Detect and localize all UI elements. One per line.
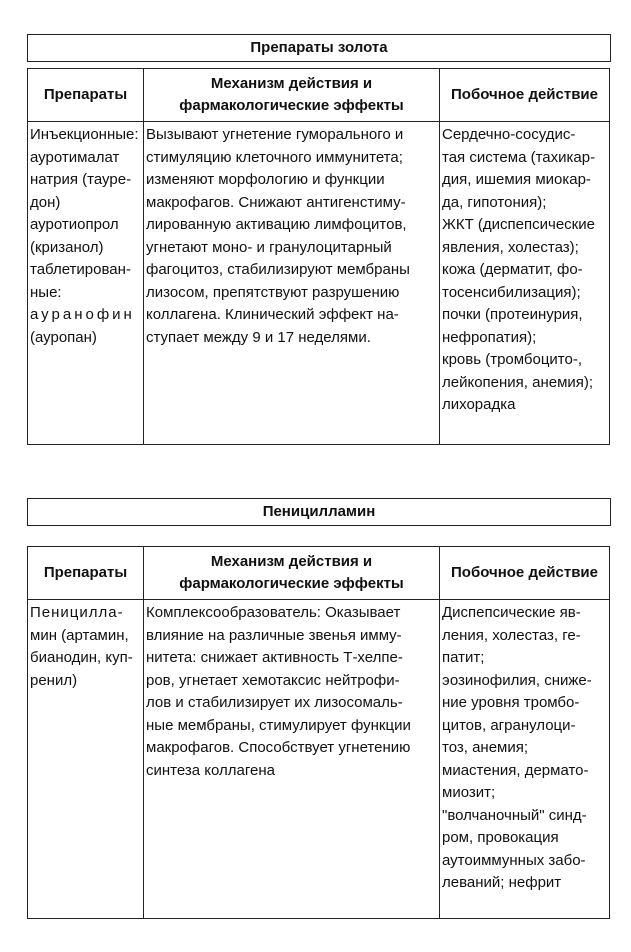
text-line: лизосом, препятствуют разрушению — [146, 283, 400, 301]
text-line: эозинофилия, сниже- — [442, 671, 592, 689]
gold-drugs-table — [27, 68, 610, 445]
text-line: ренил) — [30, 671, 78, 689]
text-line: изменяют морфологию и функции — [146, 171, 385, 188]
text-line: ауротималат — [30, 148, 120, 166]
text-line: ров, угнетает хемотаксис нейтрофи- — [146, 671, 400, 689]
text-line: мин (артамин, — [30, 626, 129, 644]
text-line: нефропатия); — [442, 328, 537, 346]
text-line: лихорадка — [442, 396, 516, 413]
text-line: явления, холестаз); — [442, 238, 579, 256]
text-line: натрия (тауре- — [30, 171, 132, 188]
header-drugs: Препараты — [28, 547, 144, 600]
penicillamine-table — [27, 546, 610, 919]
text-line: бианодин, куп- — [30, 649, 133, 666]
text-line: дон) — [30, 193, 61, 211]
text-line: Пеницилла- — [30, 604, 124, 621]
text-line: кровь (тромбоцито-, — [442, 351, 583, 368]
side-effects-cell — [440, 122, 610, 445]
text-line: коллагена. Клинический эффект на- — [146, 306, 399, 323]
text-line: тосенсибилизация); — [442, 283, 581, 301]
text-line: нитета: снижает активность Т-хелпе- — [146, 649, 403, 666]
text-line: дия, ишемия миокар- — [442, 171, 591, 188]
header-side-effects: Побочное действие — [440, 69, 610, 122]
text-line: макрофагов. Снижают антигенстиму- — [146, 193, 406, 211]
text-line: Диспепсические яв- — [442, 604, 581, 621]
text-line: леваний; нефрит — [442, 874, 562, 891]
text-line: цитов, агранулоци- — [442, 716, 576, 734]
text-line: миозит; — [442, 784, 496, 801]
header-mechanism: Механизм действия и фармакологические эффекты — [144, 547, 440, 600]
text-line: (ауропан) — [30, 328, 97, 346]
text-line: патит; — [442, 649, 485, 666]
text-line: тоз, анемия; — [442, 739, 529, 756]
text-line: ЖКТ (диспепсические — [442, 216, 595, 233]
text-line: почки (протеинурия, — [442, 306, 583, 323]
text-line: лов и стабилизирует их лизосомаль- — [146, 694, 403, 711]
table-header-row — [28, 547, 610, 600]
table-header-row — [28, 69, 610, 122]
text-line: (кризанол) — [30, 238, 104, 256]
text-line: лейкопения, анемия); — [442, 373, 594, 391]
text-line: да, гипотония); — [442, 193, 547, 211]
mechanism-cell — [144, 122, 440, 445]
header-drugs: Препараты — [28, 69, 144, 122]
text-line: ления, холестаз, ге- — [442, 626, 581, 644]
text-line: ные мембраны, стимулирует функции — [146, 716, 411, 734]
text-line: аутоиммунных забо- — [442, 851, 586, 869]
text-line: миастения, дермато- — [442, 761, 589, 779]
mechanism-cell — [144, 600, 440, 919]
text-line: макрофагов. Способствует угнетению — [146, 739, 411, 756]
text-line: ние уровня тромбо- — [442, 694, 580, 711]
text-line: угнетают моно- и гранулоцитарный — [146, 238, 392, 256]
text-line: Сердечно-сосудис- — [442, 126, 576, 143]
text-line: кожа (дерматит, фо- — [442, 261, 583, 278]
text-line: ные: — [30, 283, 62, 301]
text-line: стимуляцию клеточного иммунитета; — [146, 148, 403, 166]
text-line: тая система (тахикар- — [442, 148, 596, 166]
text-line: Вызывают угнетение гуморального и — [146, 126, 404, 143]
section-title-penicillamine: Пеницилламин — [27, 498, 611, 526]
section-title-gold: Препараты золота — [27, 34, 611, 62]
text-line: ауранофин — [30, 306, 135, 323]
table-row — [28, 122, 610, 445]
header-side-effects: Побочное действие — [440, 547, 610, 600]
text-line: фагоцитоз, стабилизируют мембраны — [146, 261, 410, 278]
text-line: влияние на различные звенья имму- — [146, 626, 402, 644]
text-line: ауротиопрол — [30, 216, 119, 233]
text-line: синтеза коллагена — [146, 761, 275, 779]
text-line: ром, провокация — [442, 829, 559, 846]
side-effects-cell — [440, 600, 610, 919]
text-line: таблетирован- — [30, 261, 131, 278]
text-line: Инъекционные: — [30, 126, 139, 143]
header-mechanism: Механизм действия и фармакологические эффекты — [144, 69, 440, 122]
text-line: лированную активацию лимфоцитов, — [146, 216, 407, 233]
drugs-cell — [28, 122, 144, 445]
table-row — [28, 600, 610, 919]
drugs-cell — [28, 600, 144, 919]
text-line: "волчаночный" синд- — [442, 806, 587, 824]
text-line: ступает между 9 и 17 неделями. — [146, 328, 371, 346]
text-line: Комплексообразователь: Оказывает — [146, 604, 401, 621]
